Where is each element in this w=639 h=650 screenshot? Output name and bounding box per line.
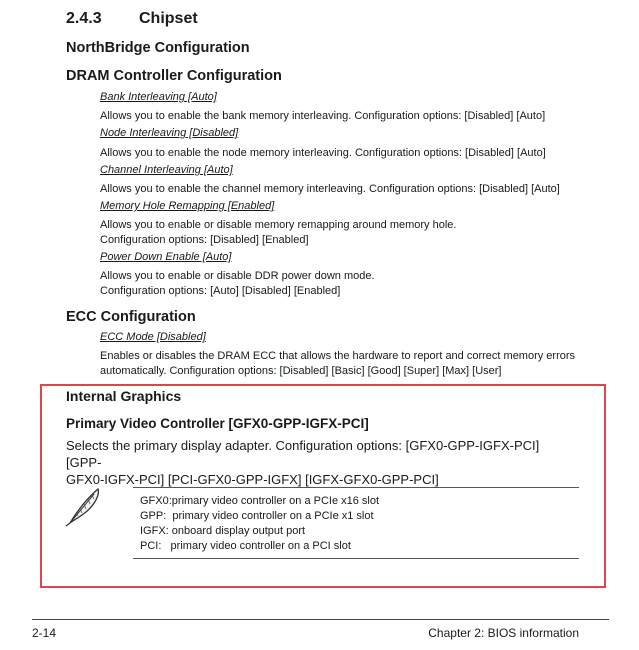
item-desc-ecc-mode-1: Enables or disables the DRAM ECC that allows the hardware to report and correct memory errors bbox=[100, 350, 576, 362]
note-row-gpp: GPP: primary video controller on a PCIe x1 slot bbox=[140, 510, 374, 522]
item-title-power-down-enable: Power Down Enable [Auto] bbox=[100, 251, 232, 263]
chapter-label: Chapter 2: BIOS information bbox=[428, 626, 579, 640]
item-title-ecc-mode: ECC Mode [Disabled] bbox=[100, 331, 206, 343]
primary-video-controller-desc bbox=[66, 437, 566, 488]
page-number: 2-14 bbox=[32, 626, 57, 640]
item-title-channel-interleaving: Channel Interleaving [Auto] bbox=[100, 164, 233, 176]
note-feather-icon bbox=[64, 485, 104, 527]
item-desc-bank-interleaving: Allows you to enable the bank memory interleaving. Configuration options: [Disabled] [Auto] bbox=[100, 110, 546, 122]
pvc-desc-line-1: Selects the primary display adapter. Configuration options: [GFX0-GPP-IGFX-PCI] [GPP- bbox=[66, 438, 540, 470]
section-title: Chipset bbox=[139, 10, 198, 27]
item-desc-power-down-enable-1: Allows you to enable or disable DDR power down mode. bbox=[100, 270, 375, 282]
item-desc-node-interleaving: Allows you to enable the node memory interleaving. Configuration options: [Disabled] [Auto] bbox=[100, 147, 546, 159]
section-number: 2.4.3 bbox=[66, 10, 102, 27]
northbridge-heading: NorthBridge Configuration bbox=[66, 40, 250, 56]
internal-graphics-heading: Internal Graphics bbox=[66, 388, 182, 404]
item-desc-memory-hole-remapping-2: Configuration options: [Disabled] [Enabled] bbox=[100, 234, 309, 246]
note-row-gfx0: GFX0:primary video controller on a PCIe x16 slot bbox=[140, 495, 380, 507]
note-top-rule bbox=[133, 487, 579, 488]
item-title-node-interleaving: Node Interleaving [Disabled] bbox=[100, 127, 239, 139]
note-row-pci: PCI: primary video controller on a PCI slot bbox=[140, 540, 351, 552]
item-title-bank-interleaving: Bank Interleaving [Auto] bbox=[100, 91, 217, 103]
item-desc-power-down-enable-2: Configuration options: [Auto] [Disabled] [Enabled] bbox=[100, 285, 341, 297]
pvc-desc-line-2: GFX0-IGFX-PCI] [PCI-GFX0-GPP-IGFX] [IGFX-GFX0-GPP-PCI] bbox=[66, 472, 439, 487]
item-desc-channel-interleaving: Allows you to enable the channel memory interleaving. Configuration options: [Disabled] [Auto] bbox=[100, 183, 560, 195]
item-desc-memory-hole-remapping-1: Allows you to enable or disable memory remapping around memory hole. bbox=[100, 219, 457, 231]
footer-rule bbox=[32, 619, 609, 620]
ecc-heading: ECC Configuration bbox=[66, 309, 196, 325]
item-desc-ecc-mode-2: automatically. Configuration options: [Disabled] [Basic] [Good] [Super] [Max] [User] bbox=[100, 365, 502, 377]
primary-video-controller-title: Primary Video Controller [GFX0-GPP-IGFX-PCI] bbox=[66, 416, 369, 431]
note-row-igfx: IGFX: onboard display output port bbox=[140, 525, 306, 537]
note-bottom-rule bbox=[133, 558, 579, 559]
item-title-memory-hole-remapping: Memory Hole Remapping [Enabled] bbox=[100, 200, 275, 212]
dram-heading: DRAM Controller Configuration bbox=[66, 68, 282, 84]
